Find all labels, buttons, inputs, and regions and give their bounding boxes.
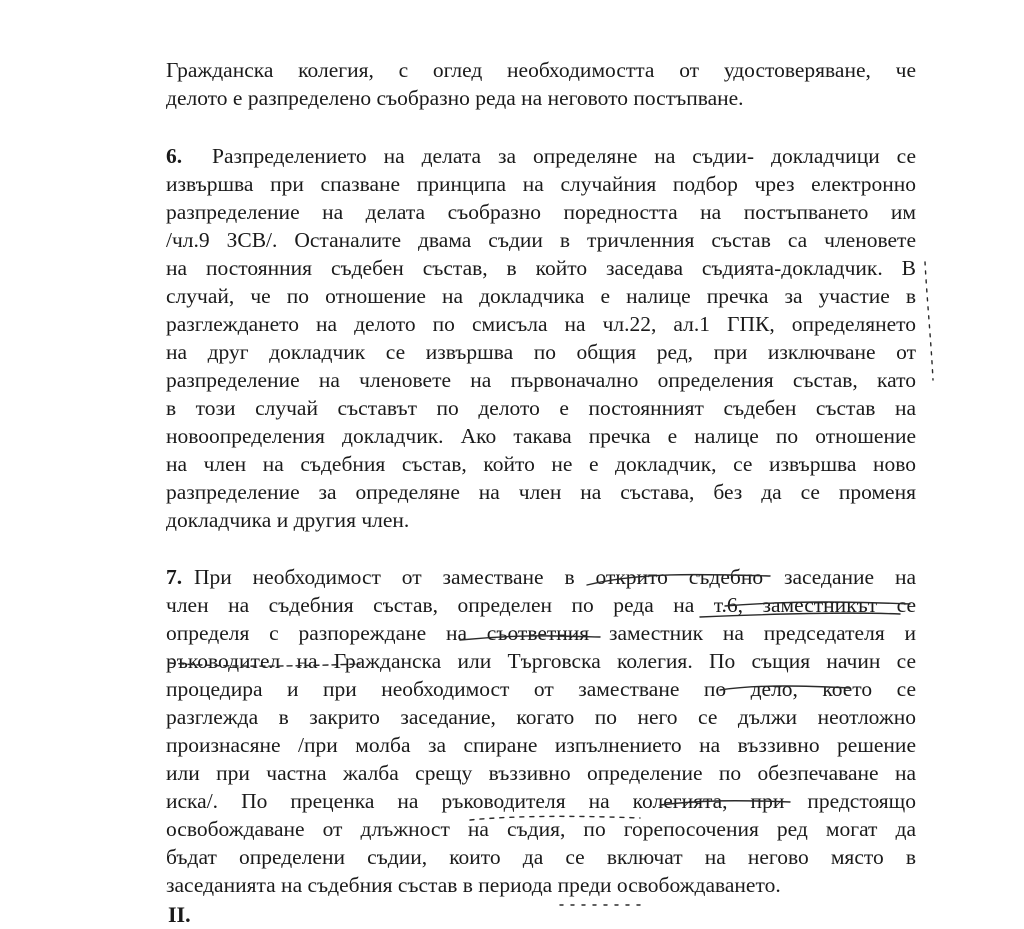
section-6-paragraph (166, 142, 916, 534)
section-7-line: разглежда в закрито заседание, когато по него се дължи неотложно (166, 705, 916, 729)
section-6-line: извършва при спазване принципа на случайния подбор чрез електронно (166, 172, 916, 196)
intro-line-1: Гражданска колегия, с оглед необходимостта от удостоверяване, че (166, 58, 916, 82)
section-6-line: новоопределения докладчик. Ако такава пречка е налице по отношение (166, 424, 916, 448)
intro-line-2: делото е разпределено съобразно реда на неговото постъпване. (166, 86, 744, 110)
section-7-line: бъдат определени съдии, които да се включат на негово място в (166, 845, 916, 869)
section-6-line: /чл.9 ЗСВ/. Останалите двама съдии в тричленния състав са членовете (166, 228, 916, 252)
section-6-line: на друг докладчик се извършва по общия ред, при изключване от (166, 340, 916, 364)
section-7-line: заседанията на съдебния състав в периода преди освобождаването. (166, 873, 781, 897)
section-6-line: на постоянния съдебен състав, в който заседава съдията-докладчик. В (166, 256, 916, 280)
section-7-line: определя с разпореждане на съответния заместник на председателя и (166, 621, 916, 645)
margin-mark (925, 262, 933, 380)
section-6-line: на член на съдебния състав, който не е докладчик, се извършва ново (166, 452, 916, 476)
section-6-line: разпределение за определяне на член на състава, без да се променя (166, 480, 916, 504)
intro-paragraph (166, 56, 916, 112)
section-6-line: разглеждането на делото по смисъла на чл.22, ал.1 ГПК, определянето (166, 312, 916, 336)
section-7-line: или при частна жалба срещу въззивно определение по обезпечаване на (166, 761, 916, 785)
section-7-paragraph (166, 563, 916, 899)
section-6-line-1 (166, 142, 916, 170)
section-7-line: процедира и при необходимост от заместване по дело, което се (166, 677, 916, 701)
section-heading-ii: II. (168, 902, 191, 927)
section-6-line: докладчика и другия член. (166, 508, 410, 532)
section-6-line: разпределение на членовете на първоначално определения състав, като (166, 368, 916, 392)
section-6-number: 6. (166, 144, 183, 168)
section-6-line: в този случай съставът по делото е постоянният съдебен състав на (166, 396, 916, 420)
section-7-line: ръководител на Гражданска или Търговска колегия. По същия начин се (166, 649, 916, 673)
section-7-line: член на съдебния състав, определен по реда на т.6, заместникът се (166, 593, 916, 617)
section-6-line: разпределение на делата съобразно поредността на постъпването им (166, 200, 916, 224)
section-6-line: случай, че по отношение на докладчика е налице пречка за участие в (166, 284, 916, 308)
section-6-line-1-text: Разпределението на делата за определяне на съдии- докладчици се (212, 144, 916, 168)
section-7-line: освобождаване от длъжност на съдия, по горепосочения ред могат да (166, 817, 916, 841)
section-7-number: 7. (166, 565, 183, 589)
section-7-line: иска/. По преценка на ръководителя на колегията, при предстоящо (166, 789, 916, 813)
section-7-line: произнасяне /при молба за спиране изпълнението на въззивно решение (166, 733, 916, 757)
section-7-line-1 (166, 563, 916, 591)
section-7-line-1-text: При необходимост от заместване в открито съдебно заседание на (194, 565, 916, 589)
